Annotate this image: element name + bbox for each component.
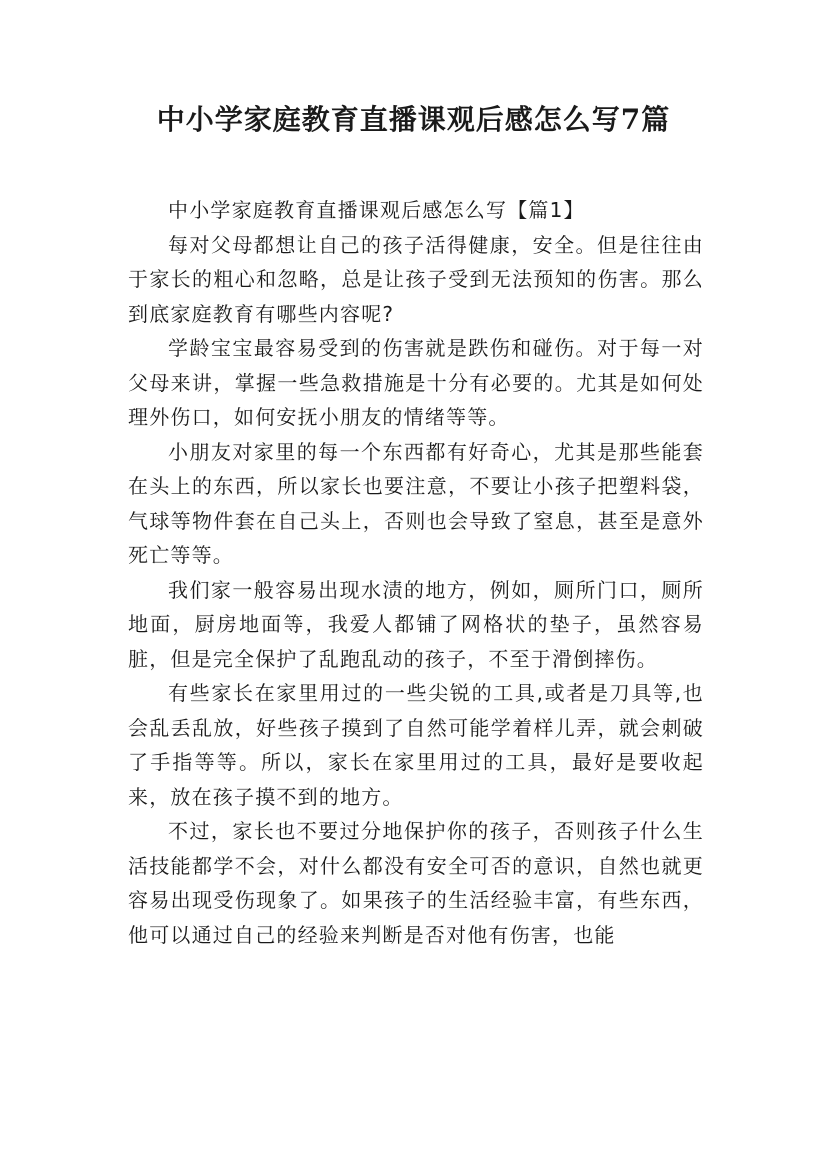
paragraph: 不过，家长也不要过分地保护你的孩子，否则孩子什么生活技能都学不会，对什么都没有安全可否的意识，自然也就更容易出现受伤现象了。如果孩子的生活经验丰富，有些东西，他可以通过自己的经验来判断是否对他有伤害，也能: [128, 819, 704, 947]
paragraph: 学龄宝宝最容易受到的伤害就是跌伤和碰伤。对于每一对父母来讲，掌握一些急救措施是十分有必要的。尤其是如何处理外伤口，如何安抚小朋友的情绪等等。: [128, 336, 704, 429]
document-body: [128, 193, 704, 952]
paragraph: 小朋友对家里的每一个东西都有好奇心，尤其是那些能套在头上的东西，所以家长也要注意，不要让小孩子把塑料袋，气球等物件套在自己头上，否则也会导致了窒息，甚至是意外死亡等等。: [128, 439, 704, 567]
paragraph: 有些家长在家里用过的一些尖锐的工具,或者是刀具等,也会乱丢乱放，好些孩子摸到了自然可能学着样儿弄，就会刺破了手指等等。所以，家长在家里用过的工具，最好是要收起来，放在孩子摸不到的地方。: [128, 681, 704, 809]
section-heading: 中小学家庭教育直播课观后感怎么写【篇1】: [168, 198, 585, 222]
paragraph: 我们家一般容易出现水渍的地方，例如，厕所门口，厕所地面，厨房地面等，我爱人都铺了网格状的垫子，虽然容易脏，但是完全保护了乱跑乱动的孩子，不至于滑倒摔伤。: [128, 577, 704, 671]
paragraph: 每对父母都想让自己的孩子活得健康，安全。但是往往由于家长的粗心和忽略，总是让孩子受到无法预知的伤害。那么到底家庭教育有哪些内容呢?: [128, 232, 704, 326]
document-title: 中小学家庭教育直播课观后感怎么写7篇: [156, 103, 671, 136]
